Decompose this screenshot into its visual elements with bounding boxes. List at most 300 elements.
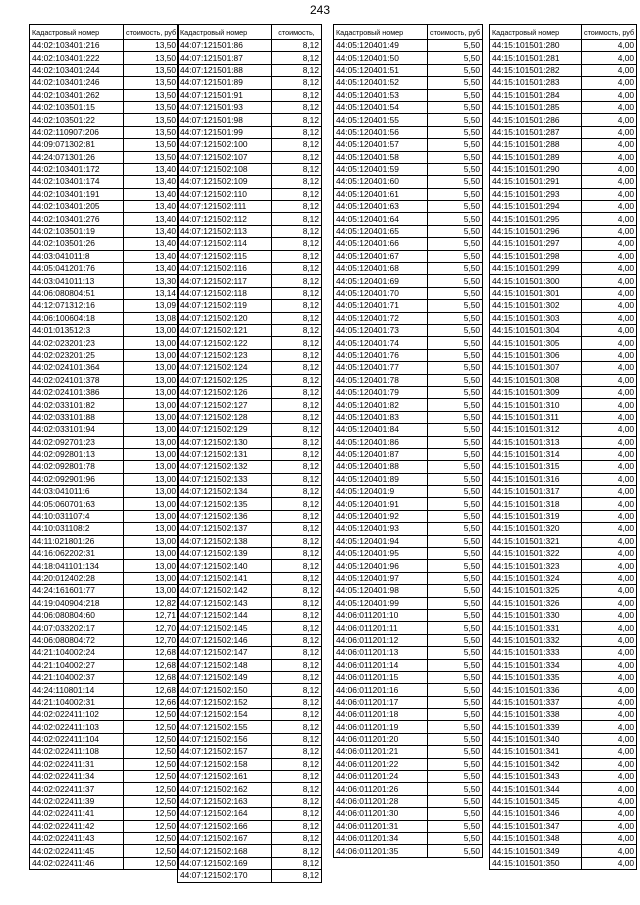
table-row — [490, 201, 637, 213]
cadastral-number-cell: 44:15:101501:296 — [490, 225, 582, 237]
cadastral-number-cell: 44:15:101501:340 — [490, 733, 582, 745]
cost-cell: 13,00 — [124, 548, 179, 560]
cost-cell: 8,12 — [272, 498, 322, 510]
table-row — [30, 448, 179, 460]
table-row — [334, 101, 483, 113]
cadastral-number-cell: 44:15:101501:303 — [490, 312, 582, 324]
cost-cell: 4,00 — [582, 585, 637, 597]
cadastral-number-cell: 44:15:101501:348 — [490, 833, 582, 845]
cadastral-number-cell: 44:06:011201:19 — [334, 721, 428, 733]
cadastral-number-cell: 44:24:110801:14 — [30, 684, 124, 696]
cost-cell: 8,12 — [272, 89, 322, 101]
cadastral-number-cell: 44:05:120401:53 — [334, 89, 428, 101]
table-row — [178, 523, 322, 535]
cost-cell: 4,00 — [582, 461, 637, 473]
cost-cell: 8,12 — [272, 647, 322, 659]
table-row — [30, 188, 179, 200]
cost-cell: 8,12 — [272, 473, 322, 485]
cost-cell: 4,00 — [582, 609, 637, 621]
cost-cell: 12,70 — [124, 634, 179, 646]
cost-cell: 8,12 — [272, 461, 322, 473]
cost-cell: 8,12 — [272, 349, 322, 361]
table-row — [178, 572, 322, 584]
cadastral-number-cell: 44:07:121502:128 — [178, 411, 272, 423]
cadastral-number-cell: 44:02:022411:104 — [30, 733, 124, 745]
table-row — [30, 349, 179, 361]
cadastral-number-cell: 44:02:103401:191 — [30, 188, 124, 200]
cost-cell: 5,50 — [428, 523, 483, 535]
cost-cell: 8,12 — [272, 733, 322, 745]
table-row — [30, 399, 179, 411]
table-row — [490, 213, 637, 225]
cost-cell: 4,00 — [582, 733, 637, 745]
cost-cell: 5,50 — [428, 733, 483, 745]
table-row — [178, 201, 322, 213]
cost-cell: 13,00 — [124, 324, 179, 336]
table-row — [490, 733, 637, 745]
cost-cell: 12,68 — [124, 647, 179, 659]
cost-cell: 8,12 — [272, 52, 322, 64]
table-row — [178, 820, 322, 832]
cost-cell: 5,50 — [428, 386, 483, 398]
table-row — [178, 188, 322, 200]
cadastral-number-cell: 44:10:031108:2 — [30, 523, 124, 535]
cost-cell: 5,50 — [428, 436, 483, 448]
table-row — [334, 337, 483, 349]
cost-cell: 4,00 — [582, 498, 637, 510]
table-row — [334, 486, 483, 498]
cadastral-number-cell: 44:06:011201:34 — [334, 833, 428, 845]
cadastral-number-cell: 44:15:101501:301 — [490, 287, 582, 299]
cadastral-number-cell: 44:05:120401:56 — [334, 126, 428, 138]
table-row — [490, 139, 637, 151]
table-row — [30, 820, 179, 832]
cadastral-number-cell: 44:07:121502:112 — [178, 213, 272, 225]
cadastral-number-cell: 44:02:103401:276 — [30, 213, 124, 225]
cadastral-number-cell: 44:19:040904:218 — [30, 597, 124, 609]
table-row — [30, 238, 179, 250]
cost-cell: 12,50 — [124, 771, 179, 783]
table-row — [490, 424, 637, 436]
cost-cell: 4,00 — [582, 374, 637, 386]
table-row — [30, 362, 179, 374]
cost-cell: 13,00 — [124, 572, 179, 584]
cadastral-number-cell: 44:15:101501:313 — [490, 436, 582, 448]
table-row — [30, 40, 179, 52]
cadastral-number-cell: 44:15:101501:350 — [490, 857, 582, 869]
table-row — [490, 510, 637, 522]
table-row — [178, 349, 322, 361]
table-row — [334, 461, 483, 473]
table-row — [30, 461, 179, 473]
table-row — [178, 77, 322, 89]
cadastral-number-cell: 44:07:121501:91 — [178, 89, 272, 101]
table-row — [334, 622, 483, 634]
cadastral-number-cell: 44:07:121502:148 — [178, 659, 272, 671]
cost-cell: 8,12 — [272, 287, 322, 299]
cadastral-number-cell: 44:07:121502:158 — [178, 758, 272, 770]
table-row — [490, 250, 637, 262]
cadastral-number-cell: 44:05:120401:9 — [334, 486, 428, 498]
table-row — [334, 89, 483, 101]
cadastral-number-cell: 44:07:121502:138 — [178, 535, 272, 547]
cadastral-number-cell: 44:15:101501:287 — [490, 126, 582, 138]
cost-cell: 8,12 — [272, 411, 322, 423]
cadastral-number-cell: 44:02:103501:26 — [30, 238, 124, 250]
cadastral-number-cell: 44:06:011201:12 — [334, 634, 428, 646]
cadastral-number-cell: 44:07:121502:156 — [178, 733, 272, 745]
cost-cell: 13,00 — [124, 399, 179, 411]
cadastral-number-cell: 44:07:121502:100 — [178, 139, 272, 151]
table-row — [490, 349, 637, 361]
table-row — [178, 486, 322, 498]
cost-cell: 8,12 — [272, 238, 322, 250]
cost-header: стоимость, руб — [124, 25, 179, 40]
cost-cell: 12,50 — [124, 833, 179, 845]
cost-cell: 8,12 — [272, 300, 322, 312]
cadastral-number-cell: 44:07:121502:154 — [178, 709, 272, 721]
cost-cell: 12,50 — [124, 721, 179, 733]
cost-cell: 5,50 — [428, 64, 483, 76]
cadastral-number-cell: 44:07:121501:93 — [178, 101, 272, 113]
cadastral-number-cell: 44:07:121502:122 — [178, 337, 272, 349]
cost-cell: 4,00 — [582, 324, 637, 336]
cost-cell: 8,12 — [272, 808, 322, 820]
cost-cell: 4,00 — [582, 448, 637, 460]
table-row — [30, 746, 179, 758]
table-row — [30, 139, 179, 151]
cost-cell: 8,12 — [272, 101, 322, 113]
cadastral-number-cell: 44:06:011201:21 — [334, 746, 428, 758]
cadastral-number-cell: 44:15:101501:332 — [490, 634, 582, 646]
table-row — [334, 424, 483, 436]
cost-cell: 4,00 — [582, 312, 637, 324]
table-row — [490, 411, 637, 423]
cadastral-number-cell: 44:15:101501:305 — [490, 337, 582, 349]
cadastral-number-cell: 44:07:121502:143 — [178, 597, 272, 609]
cadastral-number-cell: 44:02:022411:108 — [30, 746, 124, 758]
table-row — [334, 647, 483, 659]
cost-cell: 4,00 — [582, 820, 637, 832]
cost-cell: 4,00 — [582, 473, 637, 485]
cost-cell: 5,50 — [428, 634, 483, 646]
table-row — [178, 139, 322, 151]
table-row — [490, 684, 637, 696]
cost-cell: 13,00 — [124, 386, 179, 398]
cadastral-number-cell: 44:02:103501:19 — [30, 225, 124, 237]
cadastral-number-cell: 44:07:121502:132 — [178, 461, 272, 473]
cost-cell: 13,40 — [124, 263, 179, 275]
cost-cell: 5,50 — [428, 659, 483, 671]
cadastral-number-cell: 44:06:011201:20 — [334, 733, 428, 745]
cost-cell: 8,12 — [272, 448, 322, 460]
table-row — [490, 622, 637, 634]
cost-cell: 4,00 — [582, 696, 637, 708]
table-row — [334, 163, 483, 175]
cost-cell: 5,50 — [428, 52, 483, 64]
cadastral-number-cell: 44:07:121502:141 — [178, 572, 272, 584]
cadastral-number-cell: 44:02:092801:78 — [30, 461, 124, 473]
table-row — [178, 746, 322, 758]
cadastral-number-cell: 44:06:080804:51 — [30, 287, 124, 299]
table-row — [490, 52, 637, 64]
cost-cell: 4,00 — [582, 535, 637, 547]
table-row — [30, 324, 179, 336]
table-row — [490, 287, 637, 299]
cadastral-number-cell: 44:15:101501:300 — [490, 275, 582, 287]
cost-header: стоимость, руб — [428, 25, 483, 40]
cost-cell: 5,50 — [428, 163, 483, 175]
cadastral-number-cell: 44:07:121502:134 — [178, 486, 272, 498]
table-row — [334, 746, 483, 758]
table-row — [30, 845, 179, 857]
cadastral-number-cell: 44:05:120401:54 — [334, 101, 428, 113]
cadastral-number-cell: 44:07:121502:162 — [178, 783, 272, 795]
cost-cell: 13,00 — [124, 448, 179, 460]
table-row — [490, 188, 637, 200]
cost-cell: 8,12 — [272, 151, 322, 163]
cadastral-number-cell: 44:02:103401:172 — [30, 163, 124, 175]
cadastral-number-cell: 44:02:110907:206 — [30, 126, 124, 138]
cost-cell: 12,50 — [124, 795, 179, 807]
table-row — [30, 89, 179, 101]
cadastral-number-cell: 44:18:041101:134 — [30, 560, 124, 572]
cadastral-number-cell: 44:06:011201:26 — [334, 783, 428, 795]
table-row — [178, 585, 322, 597]
cadastral-number-header: Кадастровый номер — [490, 25, 582, 40]
table-row — [490, 275, 637, 287]
cost-cell: 4,00 — [582, 337, 637, 349]
cost-cell: 12,68 — [124, 659, 179, 671]
cost-cell: 5,50 — [428, 40, 483, 52]
table-row — [30, 287, 179, 299]
cadastral-number-cell: 44:15:101501:310 — [490, 399, 582, 411]
table-row — [30, 77, 179, 89]
cadastral-number-cell: 44:15:101501:299 — [490, 263, 582, 275]
cadastral-number-cell: 44:05:120401:86 — [334, 436, 428, 448]
table-row — [490, 324, 637, 336]
table-row — [30, 771, 179, 783]
cadastral-number-cell: 44:02:033101:88 — [30, 411, 124, 423]
cadastral-number-cell: 44:07:121502:168 — [178, 845, 272, 857]
cost-cell: 5,50 — [428, 337, 483, 349]
cost-cell: 5,50 — [428, 312, 483, 324]
cadastral-number-cell: 44:07:121502:150 — [178, 684, 272, 696]
cadastral-number-cell: 44:05:120401:68 — [334, 263, 428, 275]
cadastral-number-cell: 44:05:120401:95 — [334, 548, 428, 560]
table-row — [178, 845, 322, 857]
cadastral-number-cell: 44:07:121502:170 — [178, 870, 272, 882]
cost-cell: 8,12 — [272, 510, 322, 522]
cost-cell: 8,12 — [272, 176, 322, 188]
cost-cell: 8,12 — [272, 659, 322, 671]
table-row — [30, 225, 179, 237]
table-row — [490, 721, 637, 733]
cadastral-number-cell: 44:07:121502:111 — [178, 201, 272, 213]
cadastral-number-cell: 44:05:120401:66 — [334, 238, 428, 250]
cadastral-number-header: Кадастровый номер — [334, 25, 428, 40]
cost-cell: 4,00 — [582, 399, 637, 411]
cadastral-number-cell: 44:15:101501:330 — [490, 609, 582, 621]
cadastral-number-cell: 44:15:101501:291 — [490, 176, 582, 188]
table-row — [334, 386, 483, 398]
cost-cell: 13,40 — [124, 213, 179, 225]
cost-cell: 8,12 — [272, 795, 322, 807]
cadastral-number-cell: 44:07:121502:155 — [178, 721, 272, 733]
cadastral-number-cell: 44:15:101501:290 — [490, 163, 582, 175]
cadastral-number-cell: 44:15:101501:308 — [490, 374, 582, 386]
cadastral-number-cell: 44:15:101501:339 — [490, 721, 582, 733]
table-row — [30, 151, 179, 163]
cadastral-number-cell: 44:02:022411:41 — [30, 808, 124, 820]
cadastral-number-cell: 44:15:101501:306 — [490, 349, 582, 361]
cost-cell: 13,00 — [124, 362, 179, 374]
cadastral-number-cell: 44:05:120401:91 — [334, 498, 428, 510]
cost-cell: 4,00 — [582, 386, 637, 398]
cadastral-number-cell: 44:07:121501:88 — [178, 64, 272, 76]
cadastral-number-cell: 44:06:011201:28 — [334, 795, 428, 807]
cadastral-number-cell: 44:15:101501:281 — [490, 52, 582, 64]
cost-cell: 13,00 — [124, 535, 179, 547]
cost-header: стоимость, — [272, 25, 322, 40]
table-row — [490, 647, 637, 659]
cadastral-number-cell: 44:07:121502:108 — [178, 163, 272, 175]
cost-cell: 5,50 — [428, 609, 483, 621]
table-row — [178, 808, 322, 820]
table-row — [30, 312, 179, 324]
cadastral-number-cell: 44:07:121501:89 — [178, 77, 272, 89]
table-row — [334, 436, 483, 448]
table-row — [490, 709, 637, 721]
cost-cell: 4,00 — [582, 349, 637, 361]
table-row — [30, 101, 179, 113]
cadastral-number-cell: 44:15:101501:325 — [490, 585, 582, 597]
cost-cell: 8,12 — [272, 845, 322, 857]
table-row — [178, 498, 322, 510]
cadastral-number-cell: 44:06:011201:30 — [334, 808, 428, 820]
cadastral-number-cell: 44:07:121502:149 — [178, 671, 272, 683]
cost-cell: 13,40 — [124, 163, 179, 175]
table-row — [490, 486, 637, 498]
cost-cell: 13,00 — [124, 424, 179, 436]
table-row — [334, 238, 483, 250]
table-row — [490, 461, 637, 473]
cost-cell: 4,00 — [582, 597, 637, 609]
cost-cell: 8,12 — [272, 721, 322, 733]
table-row — [178, 436, 322, 448]
cost-cell: 5,50 — [428, 560, 483, 572]
cost-cell: 5,50 — [428, 238, 483, 250]
cadastral-number-cell: 44:05:120401:88 — [334, 461, 428, 473]
cadastral-number-cell: 44:05:120401:94 — [334, 535, 428, 547]
cost-cell: 5,50 — [428, 399, 483, 411]
cadastral-number-cell: 44:07:121502:142 — [178, 585, 272, 597]
cadastral-number-cell: 44:15:101501:342 — [490, 758, 582, 770]
table-row — [178, 89, 322, 101]
cost-cell: 8,12 — [272, 609, 322, 621]
cost-cell: 13,00 — [124, 510, 179, 522]
table-row — [334, 324, 483, 336]
cost-cell: 12,50 — [124, 820, 179, 832]
cadastral-number-cell: 44:02:022411:42 — [30, 820, 124, 832]
cadastral-number-cell: 44:15:101501:304 — [490, 324, 582, 336]
cost-cell: 12,50 — [124, 808, 179, 820]
table-row — [30, 671, 179, 683]
cost-cell: 4,00 — [582, 572, 637, 584]
cost-cell: 5,50 — [428, 820, 483, 832]
cost-cell: 4,00 — [582, 647, 637, 659]
cadastral-number-cell: 44:02:022411:45 — [30, 845, 124, 857]
cost-cell: 13,00 — [124, 585, 179, 597]
cadastral-number-cell: 44:15:101501:334 — [490, 659, 582, 671]
cadastral-number-cell: 44:07:121502:115 — [178, 250, 272, 262]
table-row — [490, 696, 637, 708]
cost-cell: 5,50 — [428, 548, 483, 560]
cadastral-number-cell: 44:15:101501:302 — [490, 300, 582, 312]
table-row — [334, 250, 483, 262]
cost-cell: 12,50 — [124, 758, 179, 770]
table-row — [178, 176, 322, 188]
cadastral-number-cell: 44:02:103401:244 — [30, 64, 124, 76]
cost-cell: 4,00 — [582, 560, 637, 572]
table-row — [178, 324, 322, 336]
cost-cell: 8,12 — [272, 486, 322, 498]
cost-cell: 5,50 — [428, 486, 483, 498]
cadastral-number-cell: 44:15:101501:283 — [490, 77, 582, 89]
table-row — [490, 114, 637, 126]
cost-cell: 5,50 — [428, 709, 483, 721]
table-row — [334, 473, 483, 485]
cost-cell: 8,12 — [272, 263, 322, 275]
table-row — [30, 622, 179, 634]
cadastral-number-cell: 44:05:120401:87 — [334, 448, 428, 460]
cost-cell: 5,50 — [428, 300, 483, 312]
table-row — [334, 820, 483, 832]
cadastral-number-cell: 44:07:121502:118 — [178, 287, 272, 299]
cadastral-number-cell: 44:05:120401:78 — [334, 374, 428, 386]
table-row — [490, 362, 637, 374]
table-row — [490, 771, 637, 783]
cost-cell: 8,12 — [272, 560, 322, 572]
table-row — [30, 634, 179, 646]
cadastral-number-cell: 44:15:101501:311 — [490, 411, 582, 423]
cadastral-number-cell: 44:15:101501:336 — [490, 684, 582, 696]
cadastral-number-cell: 44:15:101501:331 — [490, 622, 582, 634]
table-row — [334, 225, 483, 237]
table-row — [178, 659, 322, 671]
cadastral-number-cell: 44:02:022411:39 — [30, 795, 124, 807]
cadastral-number-cell: 44:11:021801:26 — [30, 535, 124, 547]
table-row — [334, 572, 483, 584]
table-row — [30, 263, 179, 275]
cadastral-number-cell: 44:07:121502:127 — [178, 399, 272, 411]
cadastral-number-cell: 44:05:120401:59 — [334, 163, 428, 175]
cadastral-number-cell: 44:07:121502:121 — [178, 324, 272, 336]
cost-cell: 8,12 — [272, 362, 322, 374]
cadastral-number-cell: 44:10:031107:4 — [30, 510, 124, 522]
table-row — [490, 845, 637, 857]
cadastral-number-cell: 44:15:101501:285 — [490, 101, 582, 113]
cadastral-number-cell: 44:07:121502:157 — [178, 746, 272, 758]
table-row — [490, 151, 637, 163]
cadastral-number-cell: 44:15:101501:298 — [490, 250, 582, 262]
table-row — [178, 461, 322, 473]
cadastral-number-cell: 44:15:101501:344 — [490, 783, 582, 795]
cadastral-number-cell: 44:05:120401:49 — [334, 40, 428, 52]
cost-cell: 4,00 — [582, 263, 637, 275]
cost-cell: 5,50 — [428, 77, 483, 89]
cadastral-number-cell: 44:07:121502:124 — [178, 362, 272, 374]
